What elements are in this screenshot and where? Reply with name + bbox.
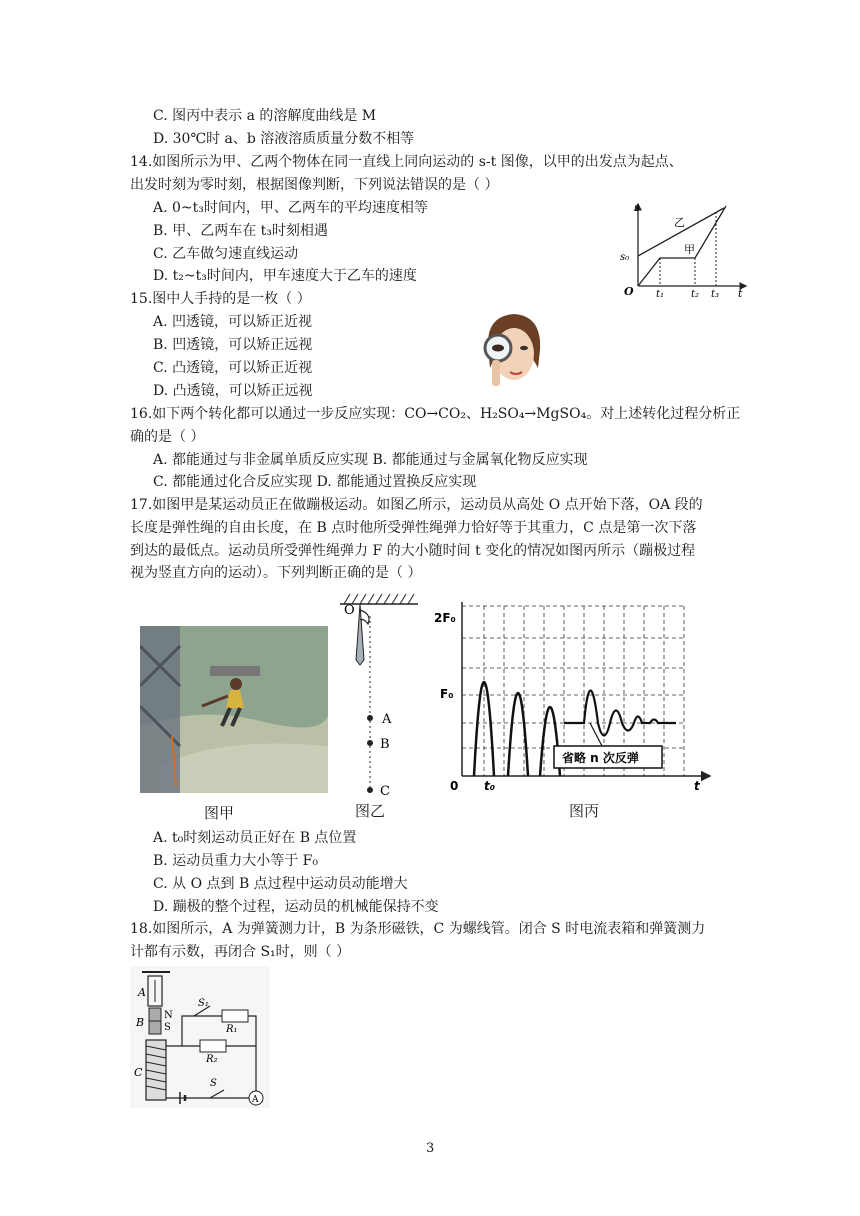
- point-a: [367, 715, 373, 721]
- q17-photo-jia: [140, 626, 328, 793]
- caption-jia: 图甲: [204, 804, 235, 822]
- q16-options-ab: A. 都能通过与非金属单质反应实现 B. 都能通过与金属氧化物反应实现: [153, 452, 588, 468]
- origin-label: O: [624, 285, 634, 298]
- q15-option-b: B. 凹透镜，可以矫正远视: [153, 337, 313, 353]
- point-c: [367, 787, 373, 793]
- q15-option-c: C. 凸透镜，可以矫正近视: [153, 360, 313, 376]
- q17-stem-3: 到达的最低点。运动员所受弹性绳弹力 F 的大小随时间 t 变化的情况如图丙所示（蹦极过程: [130, 543, 696, 559]
- q16-options-cd: C. 都能通过化合反应实现 D. 都能通过置换反应实现: [153, 474, 477, 490]
- label-b: B: [380, 737, 390, 752]
- hand: [492, 360, 500, 386]
- q18-stem-2: 计都有示数，再闭合 S₁时，则（ ）: [130, 944, 351, 960]
- label-s-pole: S: [164, 1022, 171, 1033]
- t2-label: t₂: [691, 289, 700, 298]
- q14-option-b: B. 甲、乙两车在 t₃时刻相遇: [153, 223, 328, 239]
- label-ammeter: A: [252, 1095, 259, 1105]
- label-c: C: [380, 784, 390, 799]
- q16-stem-2: 确的是（ ）: [130, 429, 205, 445]
- label-b: B: [136, 1016, 145, 1029]
- t3-label: t₃: [711, 289, 720, 298]
- damped-oscillation: [564, 691, 676, 736]
- label-a: A: [382, 712, 392, 727]
- q15-option-a: A. 凹透镜，可以矫正近视: [153, 314, 313, 330]
- q15-lens-photo: [478, 308, 548, 392]
- q14-option-c: C. 乙车做匀速直线运动: [153, 246, 299, 262]
- q15-option-d: D. 凸透镜，可以矫正远视: [153, 383, 313, 399]
- label-o: O: [344, 603, 355, 618]
- label-c: C: [134, 1066, 143, 1079]
- q17-stem-1: 17.如图甲是某运动员正在做蹦极运动。如图乙所示，运动员从高处 O 点开始下落，OA 段的: [130, 497, 703, 513]
- q17-diagram-yi: [334, 590, 424, 800]
- label-switch: S: [210, 1078, 217, 1089]
- q17-stem-4: 视为竖直方向的运动）。下列判断正确的是（ ）: [130, 565, 422, 581]
- q14-stem-1: 14.如图所示为甲、乙两个物体在同一直线上同向运动的 s-t 图像，以甲的出发点为起点、: [130, 154, 683, 170]
- q14-option-d: D. t₂~t₃时间内，甲车速度大于乙车的速度: [153, 268, 417, 284]
- page-number: 3: [426, 1141, 435, 1156]
- q18-stem-1: 18.如图所示，A 为弹簧测力计，B 为条形磁铁，C 为螺线管。闭合 S 时电流表箱和弹簧测力: [130, 921, 706, 937]
- t1-label: t₁: [656, 289, 665, 298]
- eye-right: [520, 346, 528, 350]
- label-t: t: [694, 779, 700, 793]
- label-f0: F₀: [440, 687, 454, 701]
- q17-option-a: A. t₀时刻运动员正好在 B 点位置: [153, 830, 357, 846]
- q15-stem: 15.图中人手持的是一枚（ ）: [130, 291, 311, 307]
- caption-bing: 图丙: [569, 802, 600, 820]
- q13-option-c: C. 图丙中表示 a 的溶解度曲线是 M: [153, 108, 377, 124]
- rebound-2: [508, 693, 528, 776]
- q17-stem-2: 长度是弹性绳的自由长度，在 B 点时他所受弹性绳弹力恰好等于其重力，C 点是第一次下落: [130, 520, 697, 536]
- resistor-r2: [200, 1040, 226, 1052]
- label-r1: R₁: [226, 1024, 238, 1035]
- q18-circuit-diagram: [130, 966, 270, 1108]
- q17-graph-bing: [432, 598, 716, 794]
- label-2f0: 2F₀: [434, 611, 456, 625]
- q17-option-d: D. 蹦极的整个过程，运动员的机械能保持不变: [153, 899, 439, 915]
- t-label: t: [738, 287, 743, 298]
- s0-label: s₀: [620, 252, 630, 263]
- label-t0: t₀: [484, 779, 495, 793]
- yi-label: 乙: [674, 216, 685, 229]
- s-label: s: [634, 201, 640, 214]
- q14-st-graph: [614, 198, 750, 298]
- label-origin: 0: [450, 779, 459, 793]
- caption-yi: 图乙: [355, 802, 386, 820]
- jia-label: 甲: [684, 243, 695, 256]
- label-a: A: [138, 986, 146, 999]
- label-r2: R₂: [206, 1054, 218, 1065]
- resistor-r1: [222, 1010, 248, 1022]
- q14-option-a: A. 0~t₃时间内，甲、乙两车的平均速度相等: [153, 200, 428, 216]
- point-b: [367, 740, 373, 746]
- q17-option-c: C. 从 O 点到 B 点过程中运动员动能增大: [153, 876, 408, 892]
- note-text: 省略 n 次反弹: [562, 751, 639, 765]
- q14-stem-2: 出发时刻为零时刻，根据图像判断，下列说法错误的是（ ）: [130, 177, 499, 193]
- label-n: N: [164, 1010, 173, 1021]
- q16-stem-1: 16.如下两个转化都可以通过一步反应实现：CO→CO₂、H₂SO₄→MgSO₄。对上述转化过程分析正: [130, 406, 741, 422]
- q13-option-d: D. 30℃时 a、b 溶液溶质质量分数不相等: [153, 131, 415, 147]
- label-s1: S₁: [198, 998, 209, 1009]
- q17-option-b: B. 运动员重力大小等于 F₀: [153, 853, 318, 869]
